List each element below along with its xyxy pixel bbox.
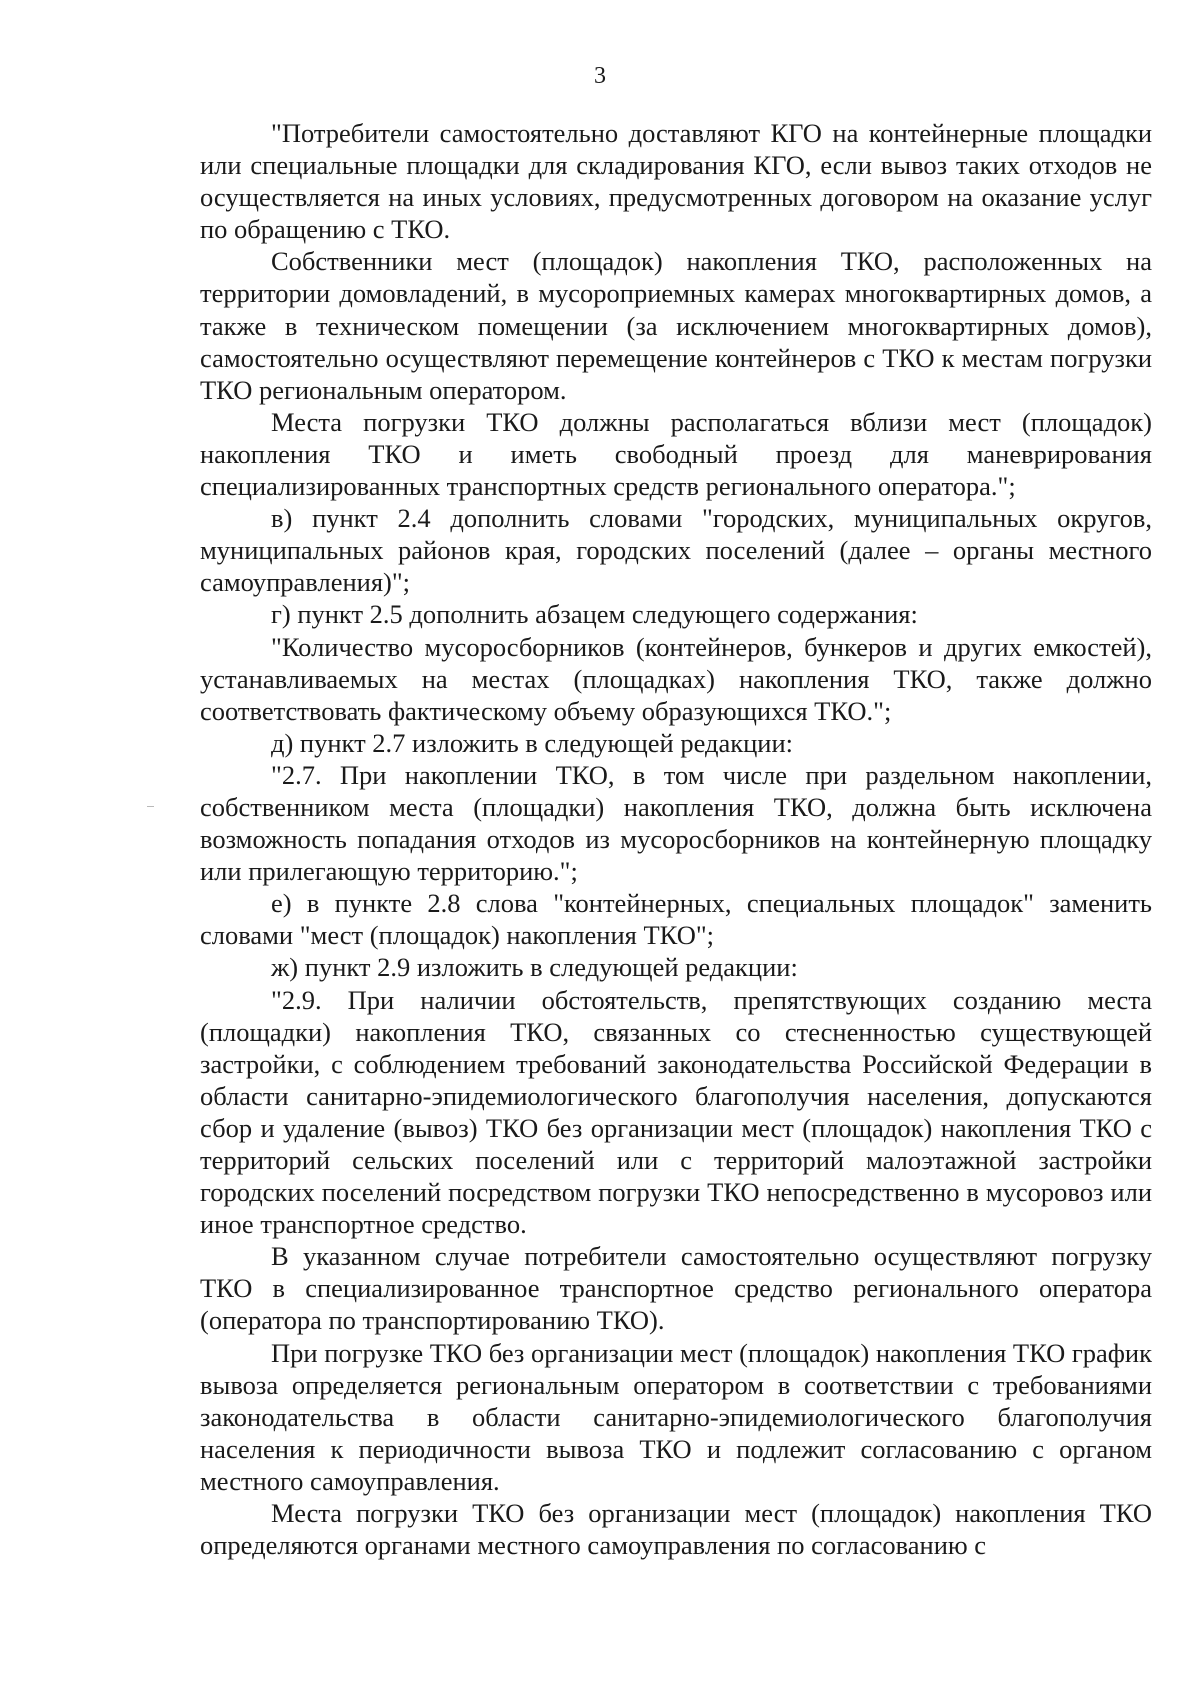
paragraph: г) пункт 2.5 дополнить абзацем следующего содержания: <box>271 599 918 630</box>
paragraph: "Количество мусоросборников (контейнеров, бункеров и других емкостей), устанавливаемых на местах (площадках) накопления ТКО, также должно соответствовать фактическому объему образующихся ТКО."; <box>200 631 1152 726</box>
paragraph: д) пункт 2.7 изложить в следующей редакции: <box>271 727 794 758</box>
paragraph: ж) пункт 2.9 изложить в следующей редакции: <box>271 952 798 983</box>
paragraph: При погрузке ТКО без организации мест (площадок) накопления ТКО график вывоза определяется региональным оператором в соответствии с требованиями законодательства в области санитарно-эпидемиологического благополучия населения к периодичности вывоза ТКО и подлежит согласованию с органом местного самоуправления. <box>200 1337 1152 1496</box>
paragraph: "Потребители самостоятельно доставляют КГО на контейнерные площадки или специальные площадки для складирования КГО, если вывоз таких отходов не осуществляется на иных условиях, предусмотренных договором на оказание услуг по обращению с ТКО. <box>200 118 1152 245</box>
paragraph: Собственники мест (площадок) накопления ТКО, расположенных на территории домовладений, в мусороприемных камерах многоквартирных домов, а также в техническом помещении (за исключением многоквартирных домов), самостоятельно осуществляют перемещение контейнеров с ТКО к местам погрузки ТКО региональным оператором. <box>200 246 1152 405</box>
document-body <box>200 117 1152 1561</box>
page-number: 3 <box>594 63 606 89</box>
paragraph: Места погрузки ТКО без организации мест (площадок) накопления ТКО определяются органами местного самоуправления по согласованию с <box>200 1498 1152 1561</box>
paragraph: Места погрузки ТКО должны располагаться вблизи мест (площадок) накопления ТКО и иметь свободный проезд для маневрирования специализированных транспортных средств регионального оператора."; <box>200 406 1152 502</box>
scan-artifact <box>147 806 154 807</box>
paragraph: е) в пункте 2.8 слова "контейнерных, специальных площадок" заменить словами "мест (площадок) накопления ТКО"; <box>200 888 1152 951</box>
paragraph: В указанном случае потребители самостоятельно осуществляют погрузку ТКО в специализированное транспортное средство регионального оператора (оператора по транспортированию ТКО). <box>200 1241 1152 1336</box>
paragraph: "2.9. При наличии обстоятельств, препятствующих созданию места (площадки) накопления ТКО, связанных со стесненностью существующей застройки, с соблюдением требований законодательства Российской Федерации в области санитарно-эпидемиологического благополучия населения, допускаются сбор и удаление (вывоз) ТКО без организации мест (площадок) накопления ТКО с территорий сельских поселений или с территорий малоэтажной застройки городских поселений посредством погрузки ТКО непосредственно в мусоровоз или иное транспортное средство. <box>200 984 1152 1240</box>
paragraph: "2.7. При накоплении ТКО, в том числе при раздельном накоплении, собственником места (площадки) накопления ТКО, должна быть исключена возможность попадания отходов из мусоросборников на контейнерную площадку или прилегающую территорию."; <box>200 759 1152 887</box>
paragraph: в) пункт 2.4 дополнить словами "городских, муниципальных округов, муниципальных районов края, городских поселений (далее – органы местного самоуправления)"; <box>200 503 1152 598</box>
